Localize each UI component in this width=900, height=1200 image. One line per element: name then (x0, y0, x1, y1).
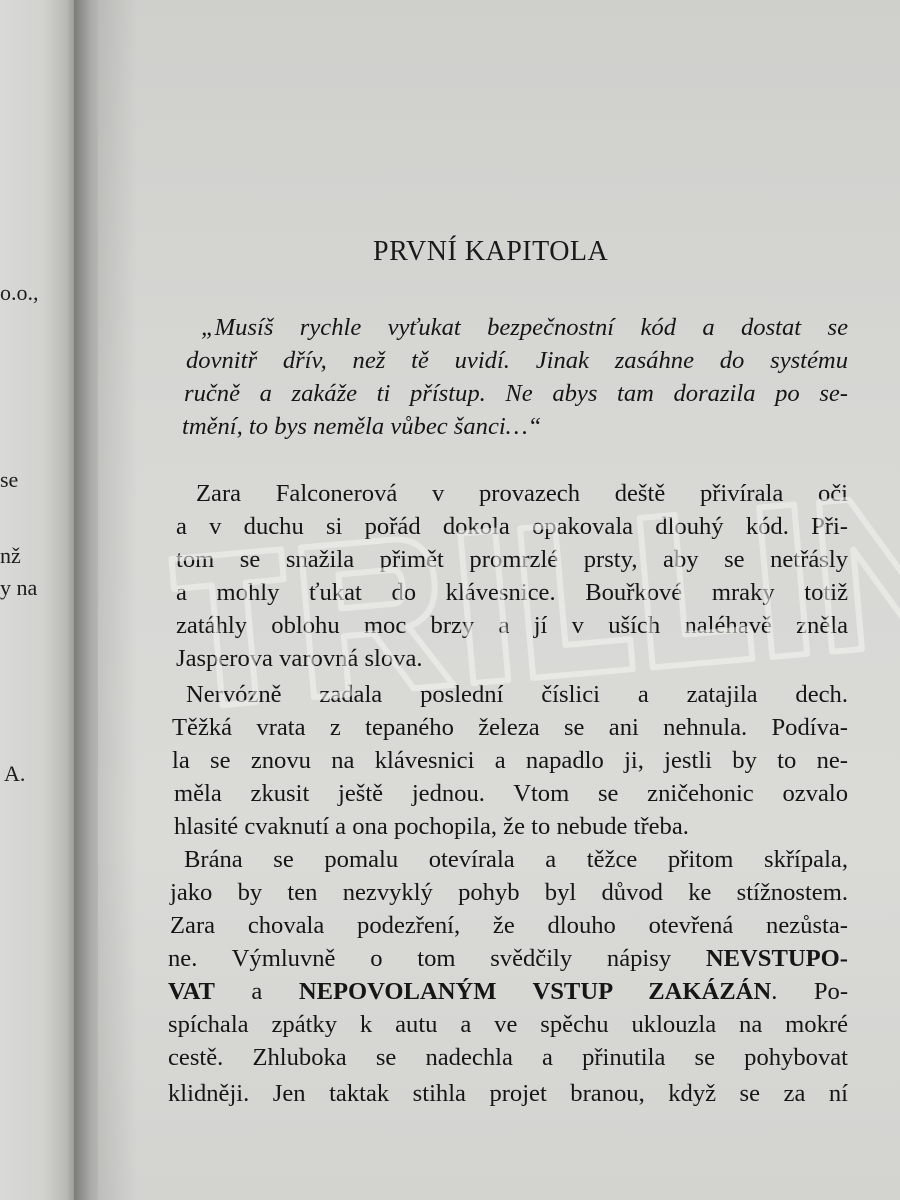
body-line (184, 845, 848, 875)
body-text-run: a (214, 978, 299, 1005)
left-page-text: A. (4, 761, 26, 786)
body-line (196, 479, 848, 509)
body-text-run: tom se snažila přimět promrzlé prsty, aby se netřásly (176, 546, 848, 573)
body-line (176, 545, 848, 575)
body-text-run: cestě. Zhluboka se nadechla a přinutila se pohybovat (168, 1044, 848, 1071)
quote-line: dovnitř dřív, než tě uvidí. Jinak zasáhne do systému (186, 347, 848, 374)
body-text-run: zatáhly oblohu moc brzy a jí v uších naléhavě zněla (176, 612, 848, 639)
body-line (176, 644, 423, 674)
body-text-run: měla zkusit ještě jednou. Vtom se zničehonic ozvalo (174, 780, 848, 807)
body-text-run: ne. Výmluvně o tom svědčily nápisy (168, 945, 706, 972)
bold-sign-text: VAT (168, 978, 215, 1005)
body-text-run: la se znovu na klávesnici a napadlo ji, jestli by to ne- (172, 747, 848, 774)
body-text-run: Jasperova varovná slova. (176, 645, 423, 672)
body-line (174, 779, 848, 809)
body-line (170, 878, 848, 908)
bold-sign-text: NEPOVOLANÝM VSTUP ZAKÁZÁN (298, 978, 772, 1005)
quote-line: „Musíš rychle vyťukat bezpečnostní kód a dostat se (201, 314, 848, 341)
body-text-run: jako by ten nezvyklý pohyb byl důvod ke stížnostem. (170, 879, 848, 906)
body-text-run: Těžká vrata z tepaného železa se ani nehnula. Podíva- (172, 714, 848, 741)
body-line (172, 746, 848, 776)
left-page-fragment (0, 0, 78, 1200)
body-line (176, 611, 848, 641)
body-line (176, 512, 848, 542)
body-text-run: spíchala zpátky k autu a ve spěchu uklouzla na mokré (168, 1011, 848, 1038)
body-text-run: Brána se pomalu otevírala a těžce přitom skřípala, (184, 846, 848, 873)
body-text-run: a mohly ťukat do klávesnice. Bouřkové mraky totiž (176, 579, 848, 606)
bold-sign-text: NEVSTUPO- (705, 945, 848, 972)
right-page (98, 0, 900, 1200)
body-text-run: Nervózně zadala poslední číslici a zatajila dech. (186, 681, 848, 708)
body-line (174, 812, 689, 842)
body-line (176, 578, 848, 608)
quote-line: ručně a zakáže ti přístup. Ne abys tam dorazila po se- (184, 380, 848, 407)
body-text-run: Zara Falconerová v provazech deště přivírala oči (196, 480, 848, 507)
body-line (168, 1010, 848, 1040)
chapter-title: PRVNÍ KAPITOLA (373, 236, 609, 267)
body-line (168, 944, 848, 974)
body-line (168, 1043, 848, 1073)
left-page-text: se (0, 467, 19, 492)
quote-line: tmění, to bys neměla vůbec šanci…“ (182, 413, 542, 440)
body-text-run: a v duchu si pořád dokola opakovala dlouhý kód. Při- (176, 513, 848, 540)
body-line (168, 1079, 848, 1109)
body-text-run: . Po- (771, 978, 849, 1005)
left-page-text: y na (0, 575, 38, 600)
body-line (170, 911, 848, 941)
left-page-text: nž (0, 543, 21, 568)
body-line (172, 713, 848, 743)
body-text-run: Zara chovala podezření, že dlouho otevřená nezůsta- (170, 912, 848, 939)
body-line (186, 680, 848, 710)
left-page-text: o.o., (0, 280, 39, 305)
body-text-run: klidněji. Jen taktak stihla projet branou, když se za ní (168, 1080, 848, 1107)
body-text-run: hlasité cvaknutí a ona pochopila, že to nebude třeba. (174, 813, 689, 840)
body-line (168, 977, 848, 1007)
